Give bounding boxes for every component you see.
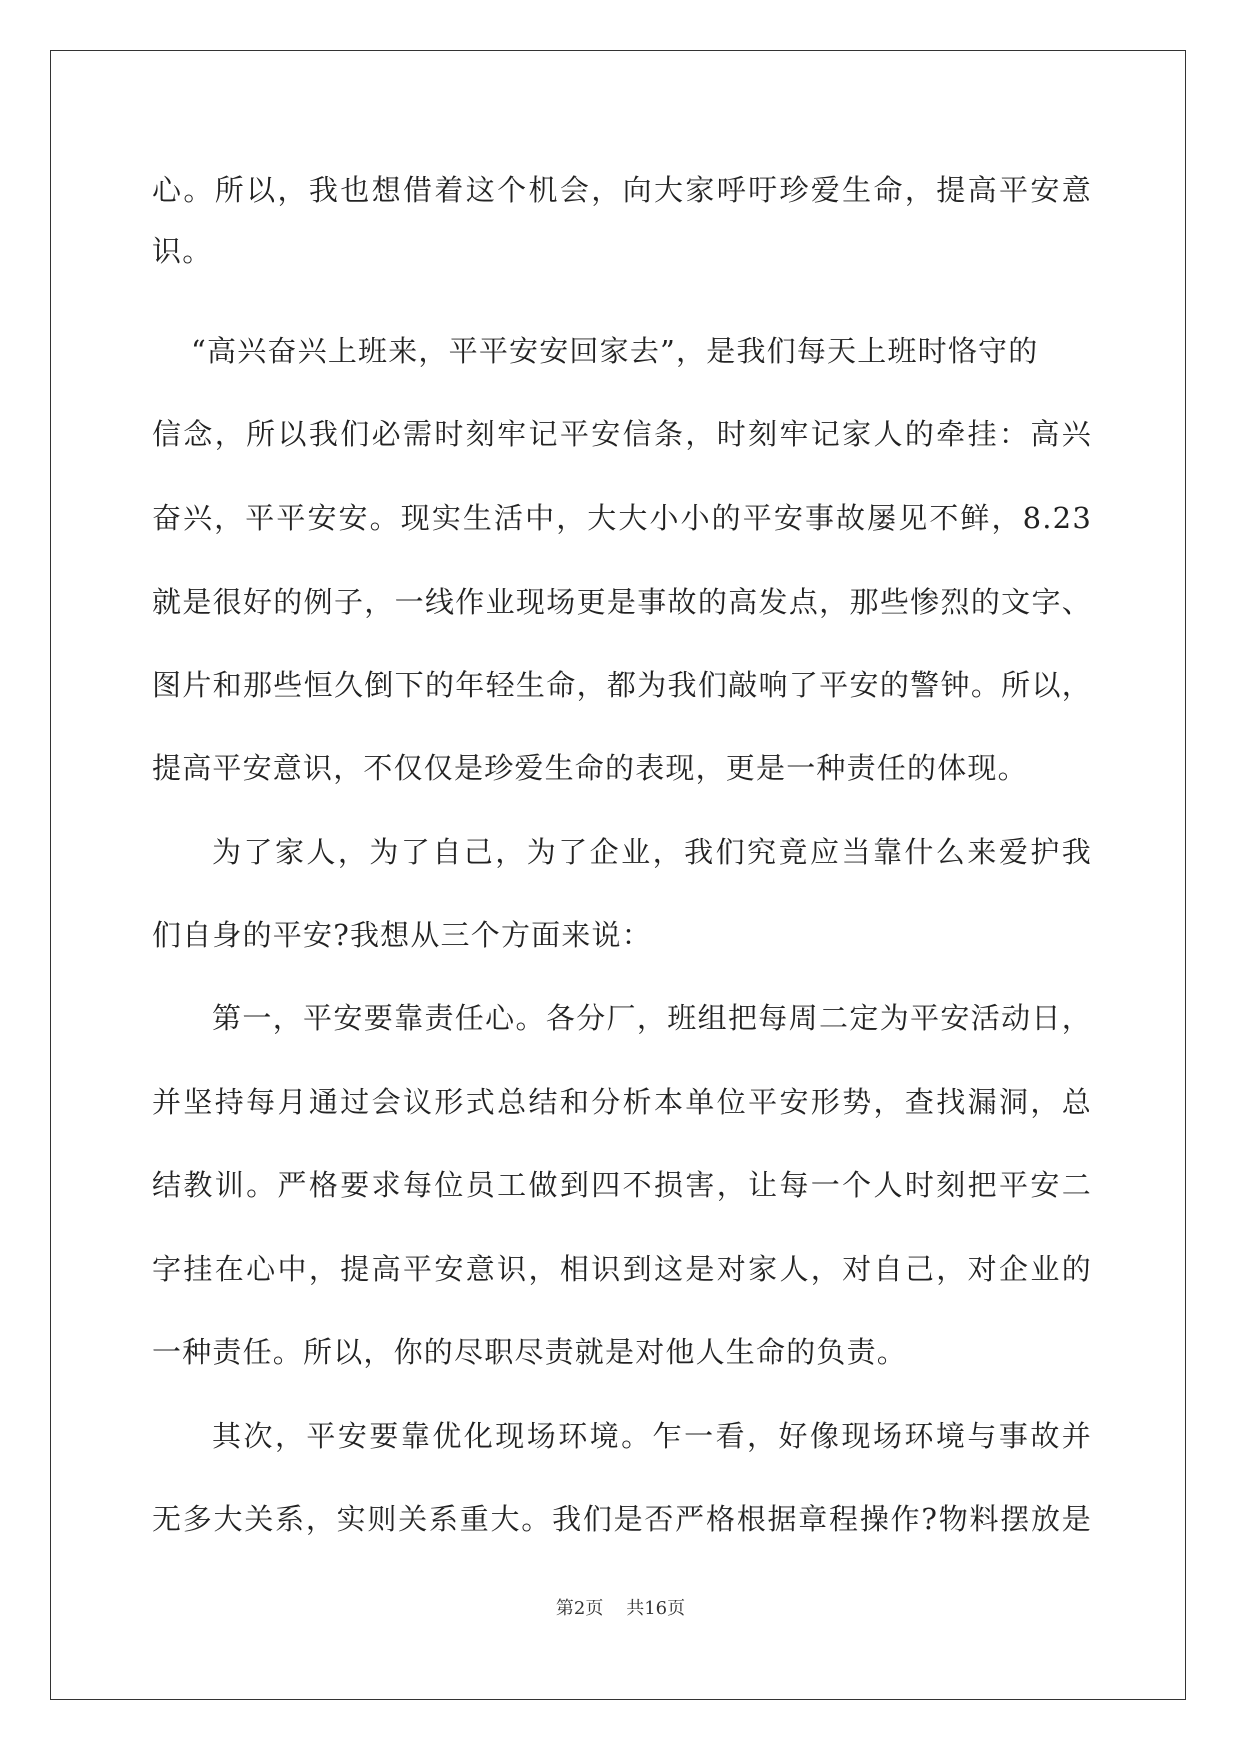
- text-line: 就是很好的例子，一线作业现场更是事故的高发点，那些惨烈的文字、: [152, 585, 1092, 619]
- paragraph-first-line: 其次，平安要靠优化现场环境。乍一看，好像现场环境与事故并: [212, 1419, 1092, 1453]
- text-line: 奋兴，平平安安。现实生活中，大大小小的平安事故屡见不鲜，8.23: [152, 501, 1092, 535]
- text-line: 心。所以，我也想借着这个机会，向大家呼吁珍爱生命，提高平安意: [152, 173, 1092, 207]
- paragraph-first-line: 为了家人，为了自己，为了企业，我们究竟应当靠什么来爱护我: [212, 835, 1092, 869]
- page-footer: [0, 1594, 1241, 1620]
- text-line: 一种责任。所以，你的尽职尽责就是对他人生命的负责。: [152, 1335, 908, 1369]
- text-line: 无多大关系，实则关系重大。我们是否严格根据章程操作?物料摆放是: [152, 1502, 1092, 1536]
- text-line: 图片和那些恒久倒下的年轻生命，都为我们敲响了平安的警钟。所以，: [152, 668, 1092, 702]
- paragraph-first-line: 第一，平安要靠责任心。各分厂，班组把每周二定为平安活动日，: [212, 1001, 1092, 1035]
- text-line: 结教训。严格要求每位员工做到四不损害，让每一个人时刻把平安二: [152, 1168, 1092, 1202]
- text-line: 识。: [152, 234, 213, 268]
- paragraph-first-line: “高兴奋兴上班来，平平安安回家去”，是我们每天上班时恪守的: [191, 334, 1039, 368]
- text-line: 提高平安意识，不仅仅是珍爱生命的表现，更是一种责任的体现。: [152, 751, 1028, 785]
- text-line: 们自身的平安?我想从三个方面来说：: [152, 918, 652, 952]
- page-number: 第2页: [555, 1598, 604, 1619]
- text-line: 字挂在心中，提高平安意识，相识到这是对家人，对自己，对企业的: [152, 1252, 1092, 1286]
- page-total: 共16页: [626, 1598, 686, 1619]
- text-line: 信念，所以我们必需时刻牢记平安信条，时刻牢记家人的牵挂：高兴: [152, 417, 1092, 451]
- text-line: 并坚持每月通过会议形式总结和分析本单位平安形势，查找漏洞，总: [152, 1085, 1092, 1119]
